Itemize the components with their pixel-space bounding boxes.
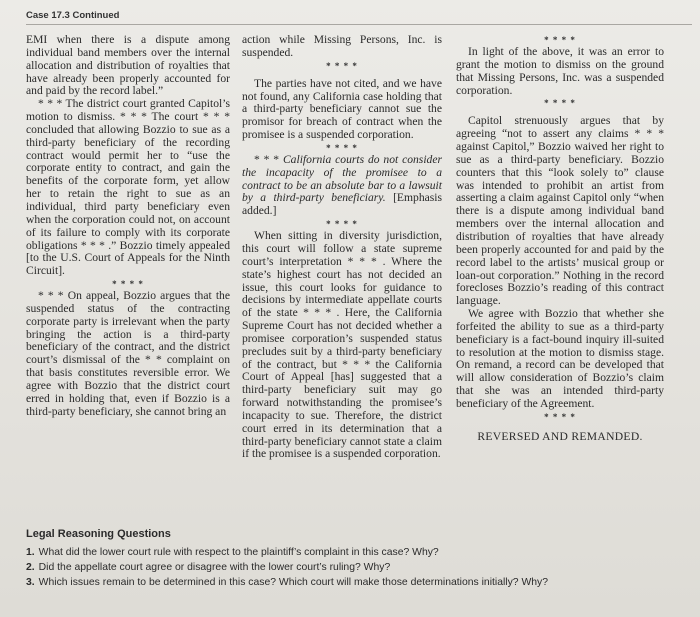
ellipsis-stars: * * * * [326,219,358,230]
header-rule [26,24,692,25]
paragraph: The parties have not cited, and we have not found, any California case holding that a third-party beneficiary cannot sue the promisor for breach of contract when the promisee is a suspended corporation. [242,76,442,142]
paragraph-tail: [Emphasis added.] [242,191,443,218]
text-column-3 [456,34,664,444]
paragraph: When sitting in diversity jurisdiction, this court will follow a state supreme court’s interpretation * * * . Where the state’s highest court has not decided an issue, this court looks for guidance to decisions by intermediate appellate courts of the state * * * . Here, the California Supreme Court has not decided whether a promisee corporation’s suspended status precludes suit by a third-party beneficiary of the contract, but * * * the California Court of Appeal [has] suggested that a third-party beneficiary suit may go forward notwithstanding the promisee’s incapacity to sue. Therefore, the district court erred in its determination that a third-party beneficiary cannot state a claim if the promisee is a suspended corporation. [242,229,442,461]
paragraph [242,154,442,218]
question-item [26,560,686,575]
ellipsis-stars: * * * * [544,35,576,45]
paragraph-lead: * * * [254,152,283,166]
text-column-1 [26,34,230,418]
questions-list [26,545,686,590]
question-text: Did the appellate court agree or disagree with the lower court’s ruling? Why? [38,562,391,573]
paragraph: * * * On appeal, Bozzio argues that the suspended status of the contracting corporate party is irrelevant when the party bringing the action is a third-party beneficiary of the contract, and the district court’s dismissal of the * * complaint on that basis constitutes reversible error. We agree with Bozzio that the district court erred in holding that, even if Bozzio is a third-party beneficiary, she cannot bring an [26,289,230,418]
ellipsis-stars: * * * * [326,60,358,71]
ellipsis-stars: * * * * [112,279,144,290]
question-number: 3. [26,577,35,588]
questions-heading: Legal Reasoning Questions [26,528,171,540]
case-header: Case 17.3 Continued [26,10,120,21]
paragraph: * * * The district court granted Capitol’s motion to dismiss. * * * The court * * * concluded that allowing Bozzio to sue as a third-party beneficiary of the recording contract would permit her to “use the corporate entity to contract, and gain the benefits of the corporate form, yet allow her to retain the right to sue as an individual, third party beneficiary even when the corporation could not, on account of its failure to comply with its corporate obligations * * * .” Bozzio timely appealed [to the U.S. Court of Appeals for the Ninth Circuit]. [26,97,230,278]
paragraph: EMI when there is a dispute among individual band members over the internal allocation and distribution of royalties that have already been properly accounted for and paid by the record label.” [26,33,230,98]
question-number: 1. [26,547,35,558]
text-column-2 [242,34,442,461]
question-number: 2. [26,562,35,573]
ellipsis-stars: * * * * [544,411,576,422]
question-item [26,575,686,590]
ellipsis-stars: * * * * [326,142,358,153]
verdict-line: REVERSED AND REMANDED. [477,429,643,443]
ellipsis-stars: * * * * [544,98,576,109]
paragraph: Capitol strenuously argues that by agreeing “not to assert any claims * * * against Capitol,” Bozzio waived her right to sue as a third-party beneficiary. Bozzio counters that this “look solely to” clause was intended to prohibit an artist from asserting a claim against Capitol only “when there is a dispute among individual band members over the internal allocation and distribution of royalties that have already been properly accounted for and paid by the record label to the artists’ musical group or loan-out corporation.” Nothing in the record forecloses Bozzio’s reading of this contract language. [456,114,664,308]
emphasized-text: California courts do not consider the incapacity of the promisee to a contract to be an absolute bar to a lawsuit by a third-party beneficiary. [242,152,442,205]
question-text: What did the lower court rule with respect to the plaintiff’s complaint in this case? Why? [38,547,439,558]
question-text: Which issues remain to be determined in this case? Which court will make those determinations initially? Why? [38,577,549,588]
paragraph: action while Missing Persons, Inc. is suspended. [242,33,442,59]
paragraph: We agree with Bozzio that whether she forfeited the ability to sue as a third-party beneficiary is a fact-bound inquiry ill-suited to resolution at the motion to dismiss stage. On remand, a record can be developed that will allow consideration of Bozzio’s claim that she was an intended third-party beneficiary of the Agreement. [456,307,664,410]
paragraph: In light of the above, it was an error to grant the motion to dismiss on the ground that Missing Persons, Inc. was a suspended corporation. [456,45,664,97]
question-item [26,545,686,560]
